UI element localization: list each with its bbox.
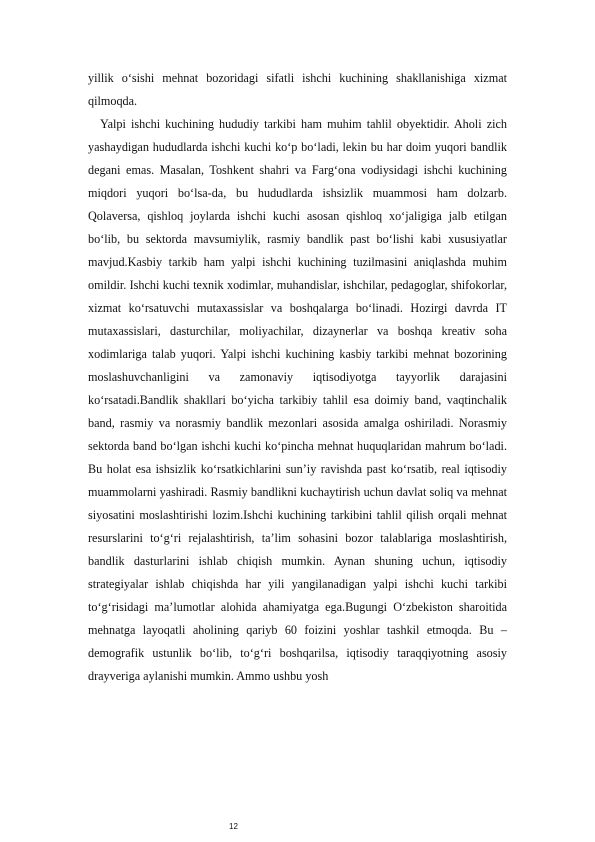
paragraph-main: Yalpi ishchi kuchining hududiy tarkibi ham muhim tahlil obyektidir. Aholi zich yashaydigan hududlarda ishchi kuchi ko‘p bo‘ladi, lekin bu har doim yuqori bandlik degani emas. Masalan, Toshkent shahri va Farg‘ona vodiysidagi ishchi kuchining miqdori yuqori bo‘lsa-da, bu hududlarda ishsizlik muammosi ham dolzarb. Qolaversa, qishloq joylarda ishchi kuchi asosan qishloq xo‘jaligiga jalb etilgan bo‘lib, bu sektorda mavsumiylik, rasmiy bandlik past bo‘lishi kabi xususiyatlar mavjud.Kasbiy tarkib ham yalpi ishchi kuchining tuzilmasini aniqlashda muhim omildir. Ishchi kuchi texnik xodimlar, muhandislar, ishchilar, pedagoglar, shifokorlar, xizmat ko‘rsatuvchi mutaxassislar va boshqalarga bo‘linadi. Hozirgi davrda IT mutaxassislari, dasturchilar, moliyachilar, dizaynerlar va boshqa kreativ soha xodimlariga talab yuqori. Yalpi ishchi kuchining kasbiy tarkibi mehnat bozorining moslashuvchanligini va zamonaviy iqtisodiyotga tayyorlik darajasini ko‘rsatadi.Bandlik shakllari bo‘yicha tarkibiy tahlil esa doimiy band, vaqtinchalik band, rasmiy va norasmiy bandlik mezonlari asosida amalga oshiriladi. Norasmiy sektorda band bo‘lgan ishchi kuchi ko‘pincha mehnat huquqlaridan mahrum bo‘ladi. Bu holat esa ishsizlik ko‘rsatkichlarini sun’iy ravishda past ko‘rsatib, real iqtisodiy muammolarni yashiradi. Rasmiy bandlikni kuchaytirish uchun davlat soliq va mehnat siyosatini moslashtirishi lozim.Ishchi kuchining tarkibini tahlil qilish orqali mehnat resurslarini to‘g‘ri rejalashtirish, ta’lim sohasini bozor talablariga moslashtirish, bandlik dasturlarini ishlab chiqish mumkin. Aynan shuning uchun, iqtisodiy strategiyalar ishlab chiqishda har yili yangilanadigan yalpi ishchi kuchi tarkibi to‘g‘risidagi ma’lumotlar alohida ahamiyatga ega.Bugungi O‘zbekiston sharoitida mehnatga layoqatli aholining qariyb 60 foizini yoshlar tashkil etmoqda. Bu – demografik ustunlik bo‘lib, to‘g‘ri boshqarilsa, iqtisodiy taraqqiyotning asosiy drayveriga aylanishi mumkin. Ammo ushbu yosh <box>88 117 507 683</box>
paragraph-continuation: yillik o‘sishi mehnat bozoridagi sifatli ishchi kuchining shakllanishiga xizmat qilmoqda. <box>88 71 507 108</box>
page-number: 12 <box>229 822 238 831</box>
document-body <box>88 67 507 688</box>
